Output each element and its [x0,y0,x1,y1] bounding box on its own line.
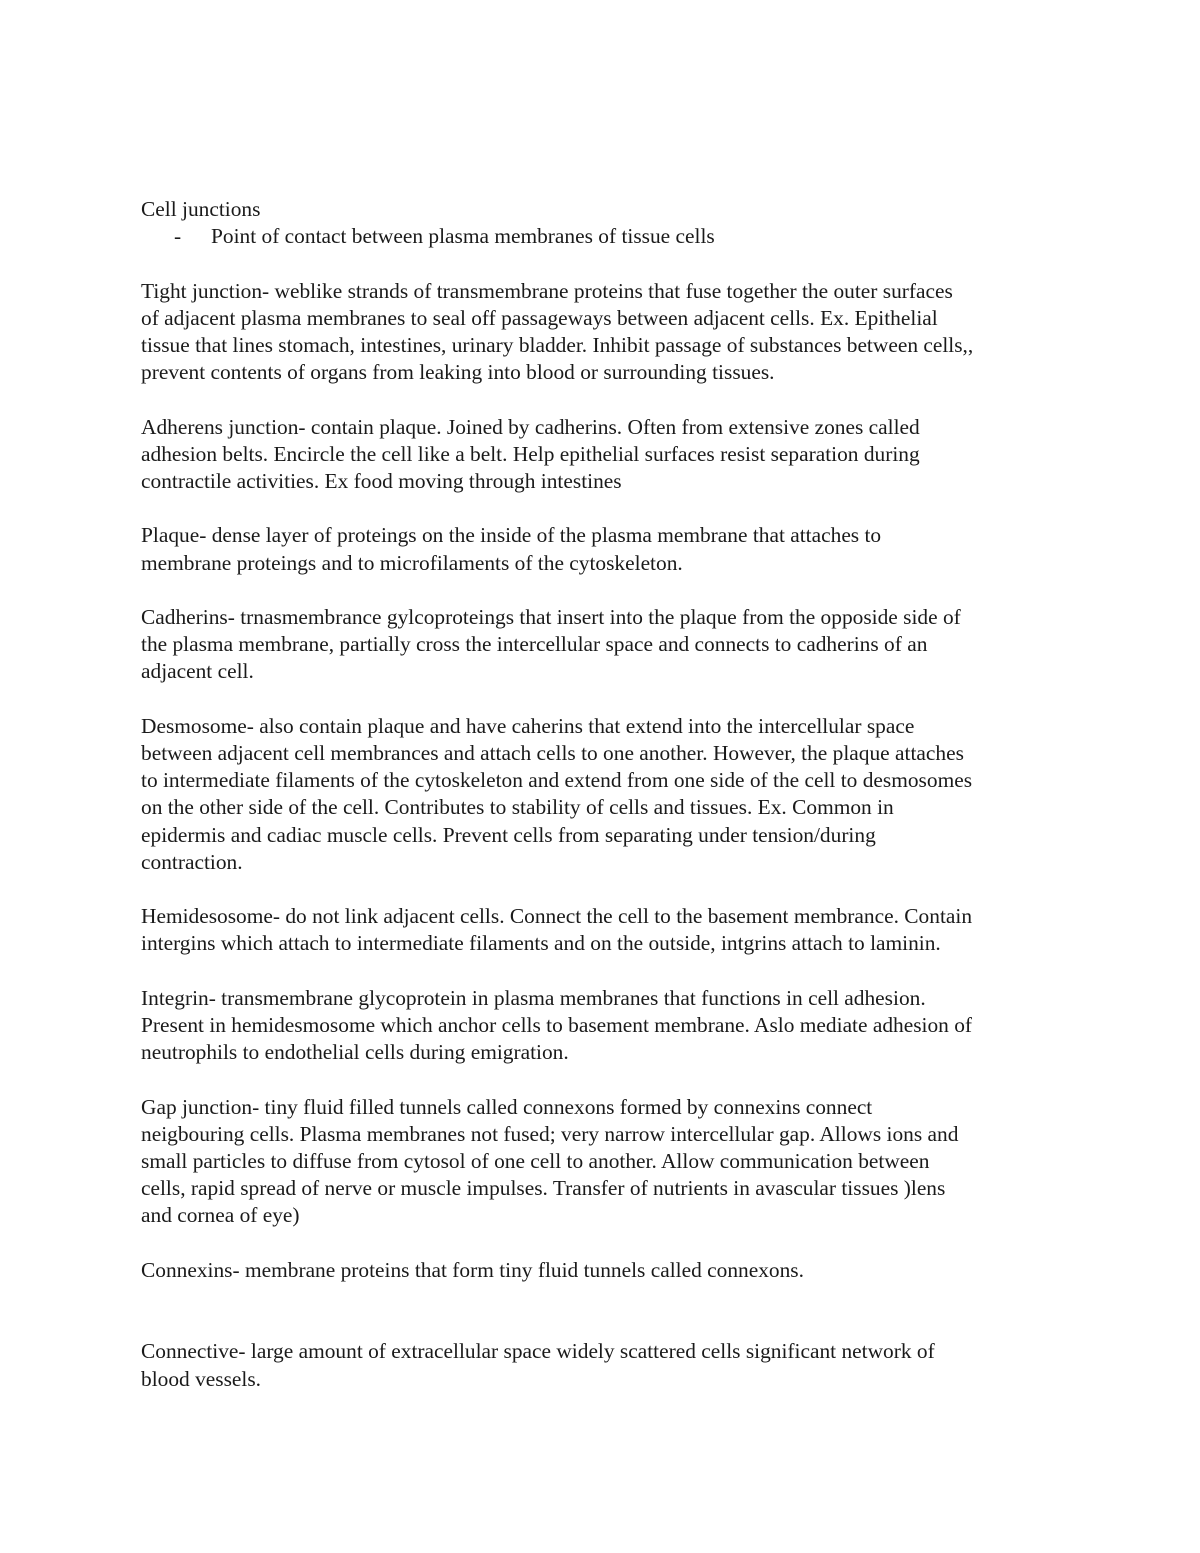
paragraph-plaque [141,522,1071,576]
text-line: intergins which attach to intermediate filaments and on the outside, intgrins attach to laminin. [141,931,941,956]
text-line: Cadherins- trnasmembrance gylcoproteings that insert into the plaque from the opposide side of [141,604,961,629]
text-line: and cornea of eye) [141,1203,300,1228]
paragraph-cadherins [141,604,1071,686]
text-line: prevent contents of organs from leaking into blood or surrounding tissues. [141,360,775,385]
paragraph-adherens-junction [141,414,1071,496]
text-line: contractile activities. Ex food moving through intestines [141,469,622,493]
text-line: Present in hemidesmosome which anchor cells to basement membrane. Aslo mediate adhesion of [141,1012,973,1037]
text-line: Desmosome- also contain plaque and have caherins that extend into the intercellular space [141,713,915,738]
paragraph-tight-junction [141,278,1071,387]
text-line: Plaque- dense layer of proteings on the inside of the plasma membrane that attaches to [141,523,882,548]
text-line: to intermediate filaments of the cytoskeleton and extend from one side of the cell to desmosomes [141,768,973,793]
paragraph-connexins [141,1257,1071,1284]
text-line: membrane proteings and to microfilaments of the cytoskeleton. [141,550,683,575]
bullet-marker: - [174,224,182,249]
paragraph-desmosome [141,713,1071,876]
text-line: tissue that lines stomach, intestines, urinary bladder. Inhibit passage of substances between cells,, [141,333,974,357]
text-line: between adjacent cell membrances and attach cells to one another. However, the plaque attaches [141,740,964,765]
text-line: the plasma membrane, partially cross the intercellular space and connects to cadherins of an [141,632,928,657]
text-line: Gap junction- tiny fluid filled tunnels called connexons formed by connexins connect [141,1094,873,1119]
text-line: adjacent cell. [141,659,254,684]
text-line: Hemidesosome- do not link adjacent cells. Connect the cell to the basement membrance. Contain [141,904,973,929]
text-line: Integrin- transmembrane glycoprotein in plasma membranes that functions in cell adhesion. [141,985,926,1010]
text-line: adhesion belts. Encircle the cell like a belt. Help epithelial surfaces resist separation during [141,441,920,466]
text-line: Connexins- membrane proteins that form tiny fluid tunnels called connexons. [141,1257,804,1282]
text-line: neigbouring cells. Plasma membranes not fused; very narrow intercellular gap. Allows ions and [141,1121,959,1146]
paragraph-hemidesmosome [141,903,1071,957]
text-line: Tight junction- weblike strands of transmembrane proteins that fuse together the outer surfaces [141,278,953,303]
list-item [141,223,1071,250]
text-line: contraction. [141,849,243,874]
text-line: neutrophils to endothelial cells during emigration. [141,1040,569,1065]
text-line: Connective- large amount of extracellular space widely scattered cells significant network of [141,1339,935,1364]
text-line: of adjacent plasma membranes to seal off passageways between adjacent cells. Ex. Epithelial [141,305,938,330]
document-body [141,196,1071,1393]
bullet-text: Point of contact between plasma membranes of tissue cells [211,224,715,249]
text-line: on the other side of the cell. Contributes to stability of cells and tissues. Ex. Common in [141,795,894,820]
paragraph-gap-junction [141,1094,1071,1230]
text-line: epidermis and cadiac muscle cells. Prevent cells from separating under tension/during [141,822,876,847]
text-line: small particles to diffuse from cytosol of one cell to another. Allow communication between [141,1148,930,1173]
paragraph-integrin [141,985,1071,1067]
text-line: Adherens junction- contain plaque. Joined by cadherins. Often from extensive zones called [141,414,920,439]
page-title: Cell junctions [141,197,261,221]
text-line: blood vessels. [141,1366,262,1391]
text-line: cells, rapid spread of nerve or muscle impulses. Transfer of nutrients in avascular tissues )lens [141,1176,946,1201]
paragraph-connective [141,1338,1071,1392]
